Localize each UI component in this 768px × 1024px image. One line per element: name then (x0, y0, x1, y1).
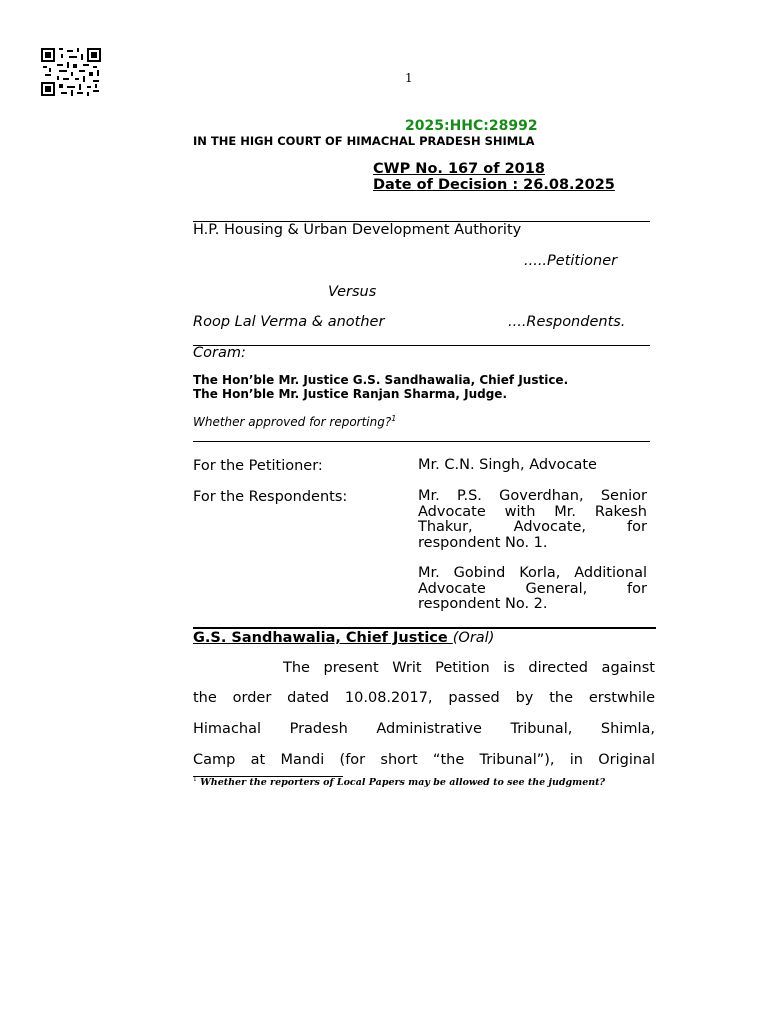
footnote-text: Whether the reporters of Local Papers may be allowed to see the judgment? (200, 777, 606, 789)
counsel-line: Advocate with Mr. Rakesh (418, 503, 647, 520)
footnote-number: 1 (193, 776, 197, 783)
respondents-counsel-label: For the Respondents: (193, 489, 348, 505)
page-number: 1 (405, 71, 413, 85)
court-name: IN THE HIGH COURT OF HIMACHAL PRADESH SHIMLA (193, 134, 535, 148)
author-name: G.S. Sandhawalia, Chief Justice (193, 630, 453, 646)
judge-1: The Hon’ble Mr. Justice G.S. Sandhawalia, Chief Justice. (193, 373, 569, 387)
versus-label: Versus (328, 284, 377, 300)
petitioner-role: .....Petitioner (524, 253, 618, 269)
footnote (193, 776, 605, 788)
respondent-role: ....Respondents. (508, 314, 626, 330)
petitioner-counsel-label: For the Petitioner: (193, 458, 323, 474)
petitioner-name: H.P. Housing & Urban Development Authority (193, 222, 522, 238)
respondent-1-counsel (418, 489, 647, 551)
decision-date: Date of Decision : 26.08.2025 (373, 177, 615, 193)
counsel-line: respondent No. 1. (418, 534, 548, 551)
judgment-author (193, 630, 494, 646)
divider (193, 345, 650, 346)
divider-thick (193, 627, 656, 629)
case-header (373, 161, 615, 193)
case-number: CWP No. 167 of 2018 (373, 161, 545, 177)
counsel-line: Mr. P.S. Goverdhan, Senior (418, 488, 647, 504)
qr-code (41, 48, 101, 96)
coram-label: Coram: (193, 345, 246, 361)
counsel-line: respondent No. 2. (418, 596, 548, 612)
judge-2: The Hon’ble Mr. Justice Ranjan Sharma, Judge. (193, 387, 508, 401)
counsel-line: Thakur, Advocate, for (418, 519, 647, 535)
counsel-line: Advocate General, for (418, 580, 647, 597)
judgment-line: the order dated 10.08.2017, passed by the erstwhile (193, 690, 655, 706)
counsel-line: Mr. Gobind Korla, Additional (418, 565, 647, 581)
judgment-line: The present Writ Petition is directed against (283, 660, 655, 676)
divider (193, 441, 650, 442)
reporting-question-text: Whether approved for reporting? (193, 415, 392, 429)
respondent-name: Roop Lal Verma & another (193, 314, 385, 330)
neutral-citation: 2025:HHC:28992 (405, 118, 538, 134)
petitioner-counsel: Mr. C.N. Singh, Advocate (418, 457, 597, 473)
author-note: (Oral) (452, 630, 495, 646)
respondent-2-counsel (418, 566, 647, 613)
footnote-marker: 1 (391, 414, 397, 423)
judgment-line: Himachal Pradesh Administrative Tribunal, Shimla, (193, 721, 655, 737)
judgment-line: Camp at Mandi (for short “the Tribunal”), in Original (193, 752, 655, 768)
coram-judges (193, 373, 568, 401)
reporting-question (193, 414, 396, 429)
